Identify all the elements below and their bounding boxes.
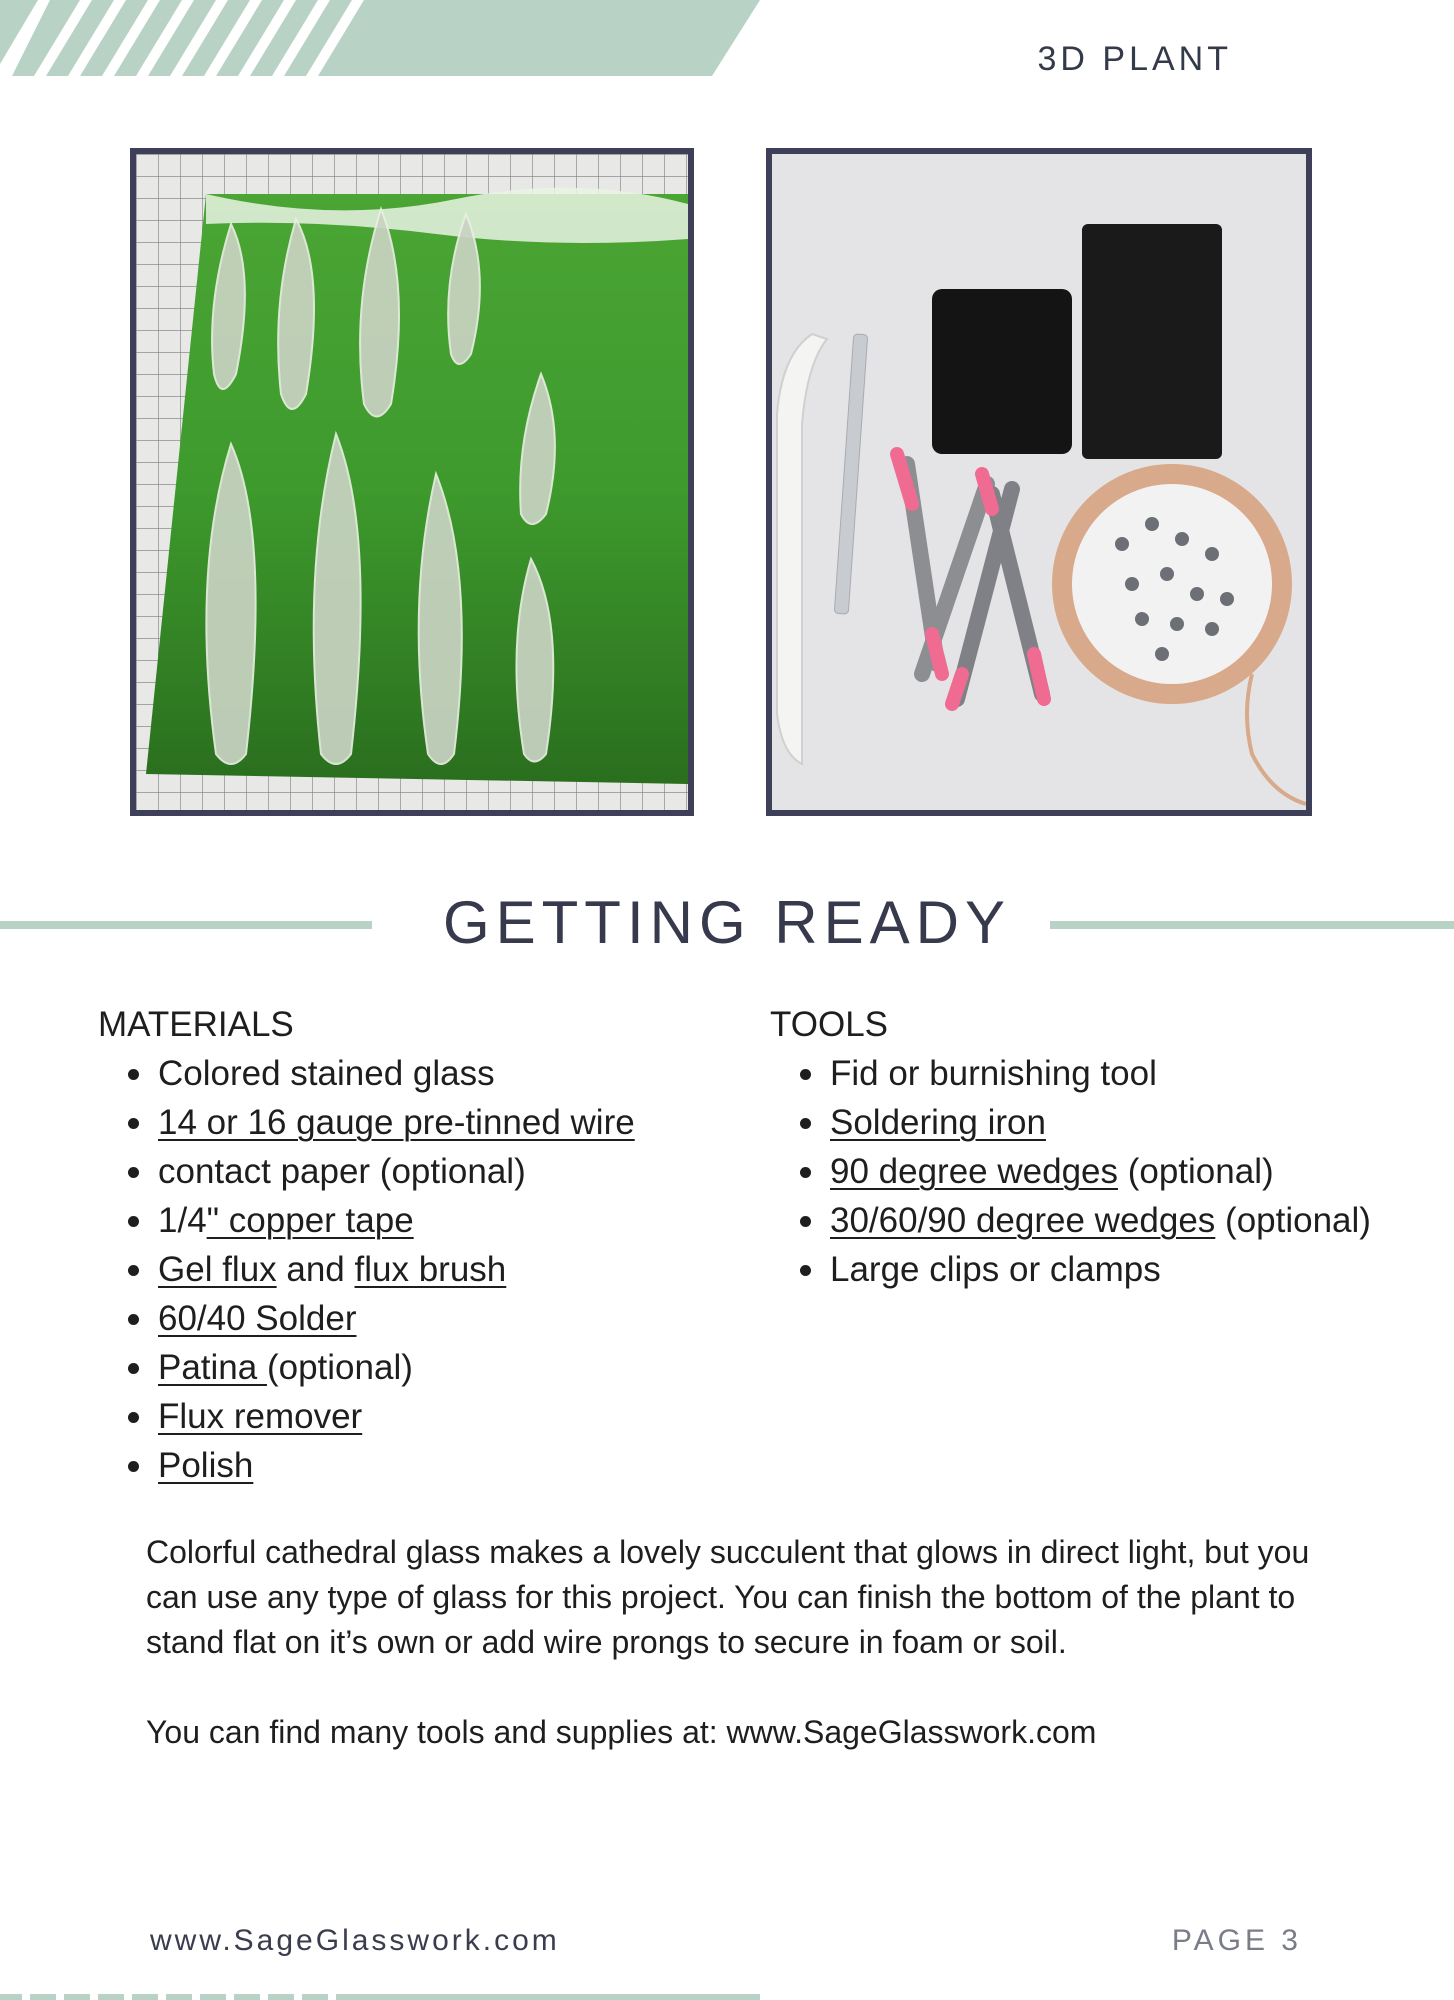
materials-link[interactable]: 60/40 Solder bbox=[158, 1299, 357, 1338]
tools-column bbox=[770, 1000, 1410, 1294]
tools-list bbox=[770, 1049, 1410, 1294]
materials-item bbox=[158, 1392, 718, 1441]
page-number: PAGE 3 bbox=[1171, 1924, 1302, 1957]
materials-link[interactable]: " copper tape bbox=[206, 1201, 414, 1240]
materials-item bbox=[158, 1049, 718, 1098]
footer-stripe-banner bbox=[0, 1994, 760, 2000]
tools-photo bbox=[766, 148, 1312, 816]
running-head: 3D PLANT bbox=[1037, 40, 1232, 78]
materials-item bbox=[158, 1098, 718, 1147]
tools-link[interactable]: 30/60/90 degree wedges bbox=[830, 1201, 1216, 1240]
tools-heading: TOOLS bbox=[770, 1005, 889, 1044]
tools-link[interactable]: 90 degree wedges bbox=[830, 1152, 1118, 1191]
tools-item bbox=[830, 1196, 1410, 1245]
tools-link[interactable]: Soldering iron bbox=[830, 1103, 1046, 1142]
materials-text: Colored stained glass bbox=[158, 1054, 495, 1093]
materials-item bbox=[158, 1196, 718, 1245]
section-title: GETTING READY bbox=[442, 889, 1012, 956]
supplies-paragraph: You can find many tools and supplies at: www.SageGlasswork.com bbox=[146, 1714, 1097, 1750]
tools-item bbox=[830, 1245, 1410, 1294]
materials-link[interactable]: Polish bbox=[158, 1446, 254, 1485]
tools-text: Large clips or clamps bbox=[830, 1250, 1161, 1289]
materials-heading: MATERIALS bbox=[98, 1005, 294, 1044]
materials-link[interactable]: 14 or 16 gauge pre-tinned wire bbox=[158, 1103, 635, 1142]
materials-item bbox=[158, 1147, 718, 1196]
materials-link[interactable]: flux brush bbox=[354, 1250, 507, 1289]
materials-item bbox=[158, 1441, 718, 1490]
tools-item bbox=[830, 1147, 1410, 1196]
materials-item bbox=[158, 1245, 718, 1294]
materials-link[interactable]: Patina bbox=[158, 1348, 267, 1387]
materials-link[interactable]: Flux remover bbox=[158, 1397, 363, 1436]
materials-column bbox=[98, 1000, 718, 1490]
materials-item bbox=[158, 1294, 718, 1343]
tools-item bbox=[830, 1049, 1410, 1098]
materials-list bbox=[98, 1049, 718, 1490]
intro-paragraph: Colorful cathedral glass makes a lovely succulent that glows in direct light, but you can use any type of glass for this project. You can finish the bottom of the plant to stand flat on it’s own or add wire prongs to secure in foam or soil. bbox=[146, 1534, 1310, 1660]
materials-item bbox=[158, 1343, 718, 1392]
header-stripe-banner bbox=[0, 0, 760, 76]
tools-text: (optional) bbox=[1118, 1152, 1274, 1191]
materials-text: and bbox=[276, 1250, 355, 1289]
glass-photo bbox=[130, 148, 694, 816]
materials-text: contact paper (optional) bbox=[158, 1152, 526, 1191]
materials-text: (optional) bbox=[266, 1348, 413, 1387]
tools-text: (optional) bbox=[1215, 1201, 1371, 1240]
tools-text: Fid or burnishing tool bbox=[830, 1054, 1157, 1093]
materials-link[interactable]: Gel flux bbox=[158, 1250, 277, 1289]
body-text bbox=[146, 1530, 1326, 1800]
tools-item bbox=[830, 1098, 1410, 1147]
footer-url[interactable]: www.SageGlasswork.com bbox=[150, 1924, 560, 1957]
materials-text: 1/4 bbox=[158, 1201, 207, 1240]
